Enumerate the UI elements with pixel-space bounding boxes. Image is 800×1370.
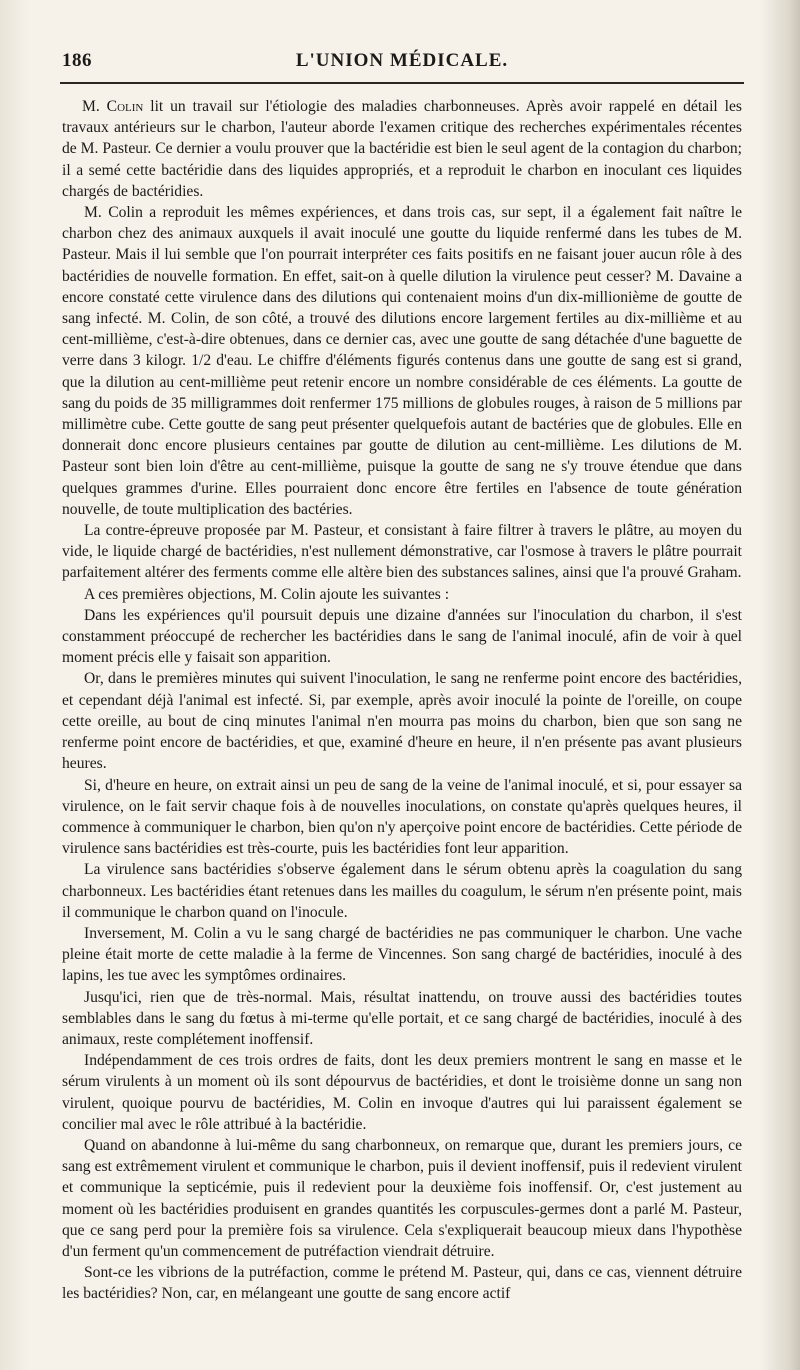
paragraph: A ces premières objections, M. Colin ajoute les suivantes : [84,585,450,603]
article-body [62,96,742,1305]
paragraph: Jusqu'ici, rien que de très-normal. Mais, résultat inattendu, on trouve aussi des bactéridies toutes semblables dans le sang du fœtus à mi-terme qu'elle portait, et ce sang chargé de bactéridies, inoculé à des animaux, reste complétement inoffensif. [62,988,742,1048]
header-rule [60,82,744,84]
paragraph: Si, d'heure en heure, on extrait ainsi un peu de sang de la veine de l'animal inoculé, et si, pour essayer sa virulence, on le fait servir chaque fois à de nouvelles inoculations, on constate qu'après quelques heures, il commence à communiquer le charbon, bien qu'on n'y aperçoive point encore de bactéridies. Cette période de virulence sans bactéridies est très-courte, puis les bactéridies font leur apparition. [62,776,742,858]
paragraph: Dans les expériences qu'il poursuit depuis une dizaine d'années sur l'inoculation du charbon, il s'est constamment préoccupé de rechercher les bactéridies dans le sang de l'animal inoculé, afin de voir à quel moment précis elle y faisait son apparition. [62,606,742,667]
paragraph: Quand on abandonne à lui-même du sang charbonneux, on remarque que, durant les premiers jours, ce sang est extrêmement virulent et communique le charbon, puis il devient inoffensif, puis il redevient virulent et communique la septicémie, puis il redevient pour la deuxième fois inoffensif. Or, c'est justement au moment où les bactéridies produisent en grandes quantités les corpuscules-germes dont a parlé M. Pasteur, que ce sang perd pour la première fois sa virulence. Cela s'expliquerait beaucoup mieux dans l'hypothèse d'un ferment qu'un commencement de putréfaction viendrait détruire. [62,1136,742,1260]
paragraph: Sont-ce les vibrions de la putréfaction, comme le prétend M. Pasteur, qui, dans ce cas, viennent détruire les bactéridies? Non, car, en mélangeant une goutte de sang encore actif [62,1264,742,1303]
page-header [62,50,742,76]
paragraph: M. Colin lit un travail sur l'étiologie des maladies charbonneuses. Après avoir rappelé en détail les travaux antérieurs sur le charbon, l'auteur aborde l'examen critique des recherches expérimentales récentes de M. Pasteur. Ce dernier a voulu prouver que la bactéridie est bien le seul agent de la contagion du charbon; il a semé cette bactéridie dans des liquides appropriés, et a reproduit le charbon en inoculant ces liquides chargés de bactéridies. [62,98,742,200]
paragraph: La virulence sans bactéridies s'observe également dans le sérum obtenu après la coagulation du sang charbonneux. Les bactéridies étant retenues dans les mailles du coagulum, le sérum n'en présente point, mais il communique le charbon quand on l'inocule. [62,861,742,921]
author-lead: M. Colin [82,98,144,115]
paragraph: M. Colin a reproduit les mêmes expériences, et dans trois cas, sur sept, il a également fait naître le charbon chez des animaux auxquels il avait inoculé une goutte du liquide renfermé dans les tubes de M. Pasteur. Mais il lui semble que l'on pourrait interpréter ces faits positifs en ne faisant jouer aucun rôle à des bactéridies de nouvelle formation. En effet, sait-on à quelle dilution la virulence peut cesser? M. Davaine a encore constaté cette virulence dans des dilutions qui contenaient moins d'un dix-millionième de goutte de sang infecté. M. Colin, de son côté, a trouvé des dilutions encore largement fertiles au dix-millième et au cent-millième, c'est-à-dire obtenues, dans ce dernier cas, avec une goutte de sang détachée d'une baguette de verre dans 3 kilogr. 1/2 d'eau. Le chiffre d'éléments figurés contenus dans une goutte de sang est si grand, que la dilution au cent-millième peut retenir encore un nombre considérable de ces éléments. La goutte de sang du poids de 35 milligrammes doit renfermer 175 millions de globules rouges, à raison de 5 millions par millimètre cube. Cette goutte de sang peut présenter quelquefois autant de bactéries que de globules. Elle en donnerait donc encore plusieurs centaines par goutte de dilution au cent-millième. Les dilutions de M. Pasteur sont bien loin d'être au cent-millième, puisque la goutte de sang ne s'y trouve étendue que dans quelques grammes d'urine. Elles pourraient donc encore être fertiles en l'absence de toute génération nouvelle, de toute multiplication des bactéries. [62,204,742,518]
paragraph: Indépendamment de ces trois ordres de faits, dont les deux premiers montrent le sang en masse et le sérum virulents à un moment où ils sont dépourvus de bactéridies, et dont le troisième donne un sang non virulent, quoique pourvu de bactéridies, M. Colin en invoque d'autres qui lui paraissent également se concilier mal avec le rôle attribué à la bactéridie. [62,1052,742,1133]
page-number: 186 [62,50,92,71]
paragraph: Or, dans le premières minutes qui suivent l'inoculation, le sang ne renferme point encore des bactéridies, et cependant déjà l'animal est infecté. Si, par exemple, après avoir inoculé la pointe de l'oreille, on coupe cette oreille, au bout de cinq minutes l'animal n'en mourra pas moins du charbon, bien que son sang ne renferme point encore de bactéridies, et que, examiné d'heure en heure, il n'en présente pas avant plusieurs heures. [62,670,742,773]
paragraph: La contre-épreuve proposée par M. Pasteur, et consistant à faire filtrer à travers le plâtre, au moyen du vide, le liquide chargé de bactéridies, n'est nullement démonstrative, car l'osmose à travers le plâtre pourrait parfaitement altérer des ferments comme elle altère bien des substances salines, ainsi que l'a prouvé Graham. [62,522,742,582]
paragraph: Inversement, M. Colin a vu le sang chargé de bactéridies ne pas communiquer le charbon. Une vache pleine était morte de cette maladie à la ferme de Vincennes. Son sang chargé de bactéridies, inoculé à des lapins, les tue avec les symptômes ordinaires. [62,924,742,985]
journal-title: L'UNION MÉDICALE. [295,50,509,71]
